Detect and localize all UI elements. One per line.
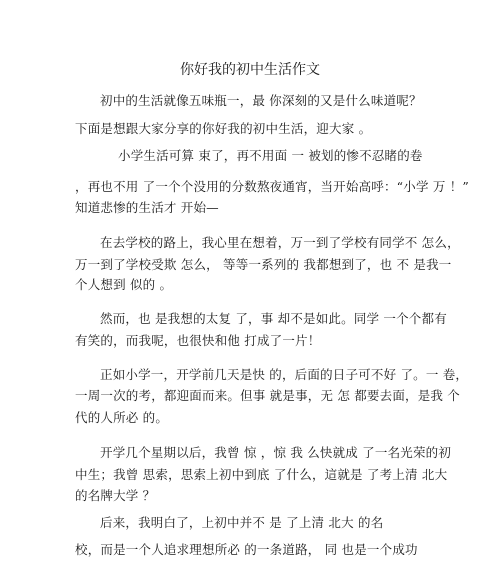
text-line: 知道悲惨的生活才 开始— [75, 200, 219, 215]
text-line: 一周一次的考，都迎面而来。但事 就是事，无 怎 都要去面，是我 个 [75, 388, 460, 403]
document-title: 你好我的初中生活作文 [180, 62, 320, 78]
text-line: 后来，我明白了，上初中并不 是 了上清 北大 的名 [100, 515, 384, 530]
text-line: 有笑的，而我呢，也很快和他 打成了一片！ [75, 333, 321, 348]
text-line: 下面是想跟大家分享的你好我的初中生活，迎大家 。 [75, 121, 372, 136]
text-line: 的名牌大学 ？ [75, 488, 156, 503]
text-line: 开学几个星期以后，我曾 惊 ，惊 我 么快就成 了一名光荣的初 [100, 445, 452, 460]
text-line: 正如小学一，开学前几天是快 的，后面的日子可不好 了。一 卷， [100, 367, 469, 382]
text-line: 校，而是一个人追求理想所必 的一条道路， 同 也是一个成功 [75, 542, 418, 557]
text-line: 小学生活可算 束了，再不用面 一 被划的惨不忍睹的卷 [118, 148, 423, 163]
text-line: 代的人所必 的。 [75, 410, 169, 425]
text-line: 个人想到 似的 。 [75, 277, 173, 292]
text-line: 在去学校的路上，我心里在想着，万一到了学校有同学不 怎么， [100, 235, 460, 250]
text-line: 万一到了学校受欺 怎么， 等等一系列的 我都想到了，也 不 是我一 [75, 257, 452, 272]
text-line: 初中的生活就像五味瓶一，最 你深刻的又是什么味道呢？ [100, 93, 422, 108]
text-line: 然而，也 是我想的太复 了，事 却不是如此。同学 一个个都有 [100, 311, 447, 326]
text-line: ，再也不用 了一个个没用的分数熬夜通宵，当开始高呼：“小学 万 ！” [75, 179, 470, 194]
text-line: 中生；我曾 思索，思索上初中到底 了什么，這就是 了考上清 北大 [75, 467, 448, 482]
